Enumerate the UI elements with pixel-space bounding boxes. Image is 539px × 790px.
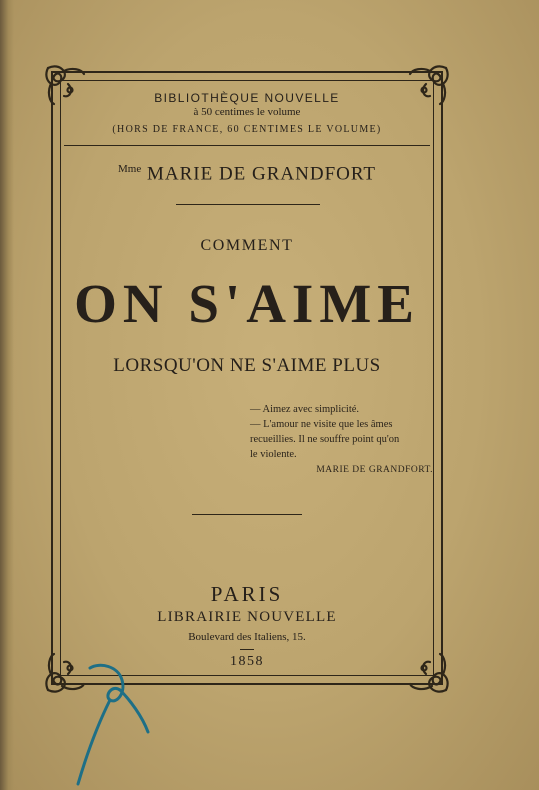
- price-abroad-line: (HORS DE FRANCE, 60 CENTIMES LE VOLUME): [112, 124, 382, 135]
- author-divider: [176, 204, 320, 205]
- publication-city: PARIS: [210, 582, 284, 606]
- book-subtitle: LORSQU'ON NE S'AIME PLUS: [113, 355, 381, 376]
- middle-divider: [192, 514, 302, 515]
- publication-year: 1858: [230, 654, 264, 669]
- epigraph: [250, 402, 435, 478]
- pen-scribble-mark: [60, 660, 170, 790]
- title-prefix: COMMENT: [200, 237, 294, 254]
- epigraph-line: le violente.: [250, 449, 297, 460]
- author-name: MARIE DE GRANDFORT: [146, 163, 377, 185]
- year-dash: [240, 649, 254, 650]
- series-name: BIBLIOTHÈQUE NOUVELLE: [154, 91, 340, 105]
- publisher-address: Boulevard des Italiens, 15.: [188, 631, 306, 643]
- epigraph-line: — L'amour ne visite que les âmes: [250, 419, 393, 430]
- spine-edge: [0, 0, 14, 790]
- price-line: à 50 centimes le volume: [193, 106, 301, 118]
- book-title: ON S'AIME: [74, 273, 420, 334]
- publisher-name: LIBRAIRIE NOUVELLE: [157, 609, 337, 625]
- author-line: [60, 163, 434, 185]
- epigraph-signature: MARIE DE GRANDFORT.: [316, 465, 433, 475]
- author-prefix: Mme: [117, 163, 142, 175]
- epigraph-line: — Aimez avec simplicité.: [250, 404, 360, 415]
- epigraph-line: recueillies. Il ne souffre point qu'on: [250, 434, 400, 445]
- header-divider: [64, 145, 430, 146]
